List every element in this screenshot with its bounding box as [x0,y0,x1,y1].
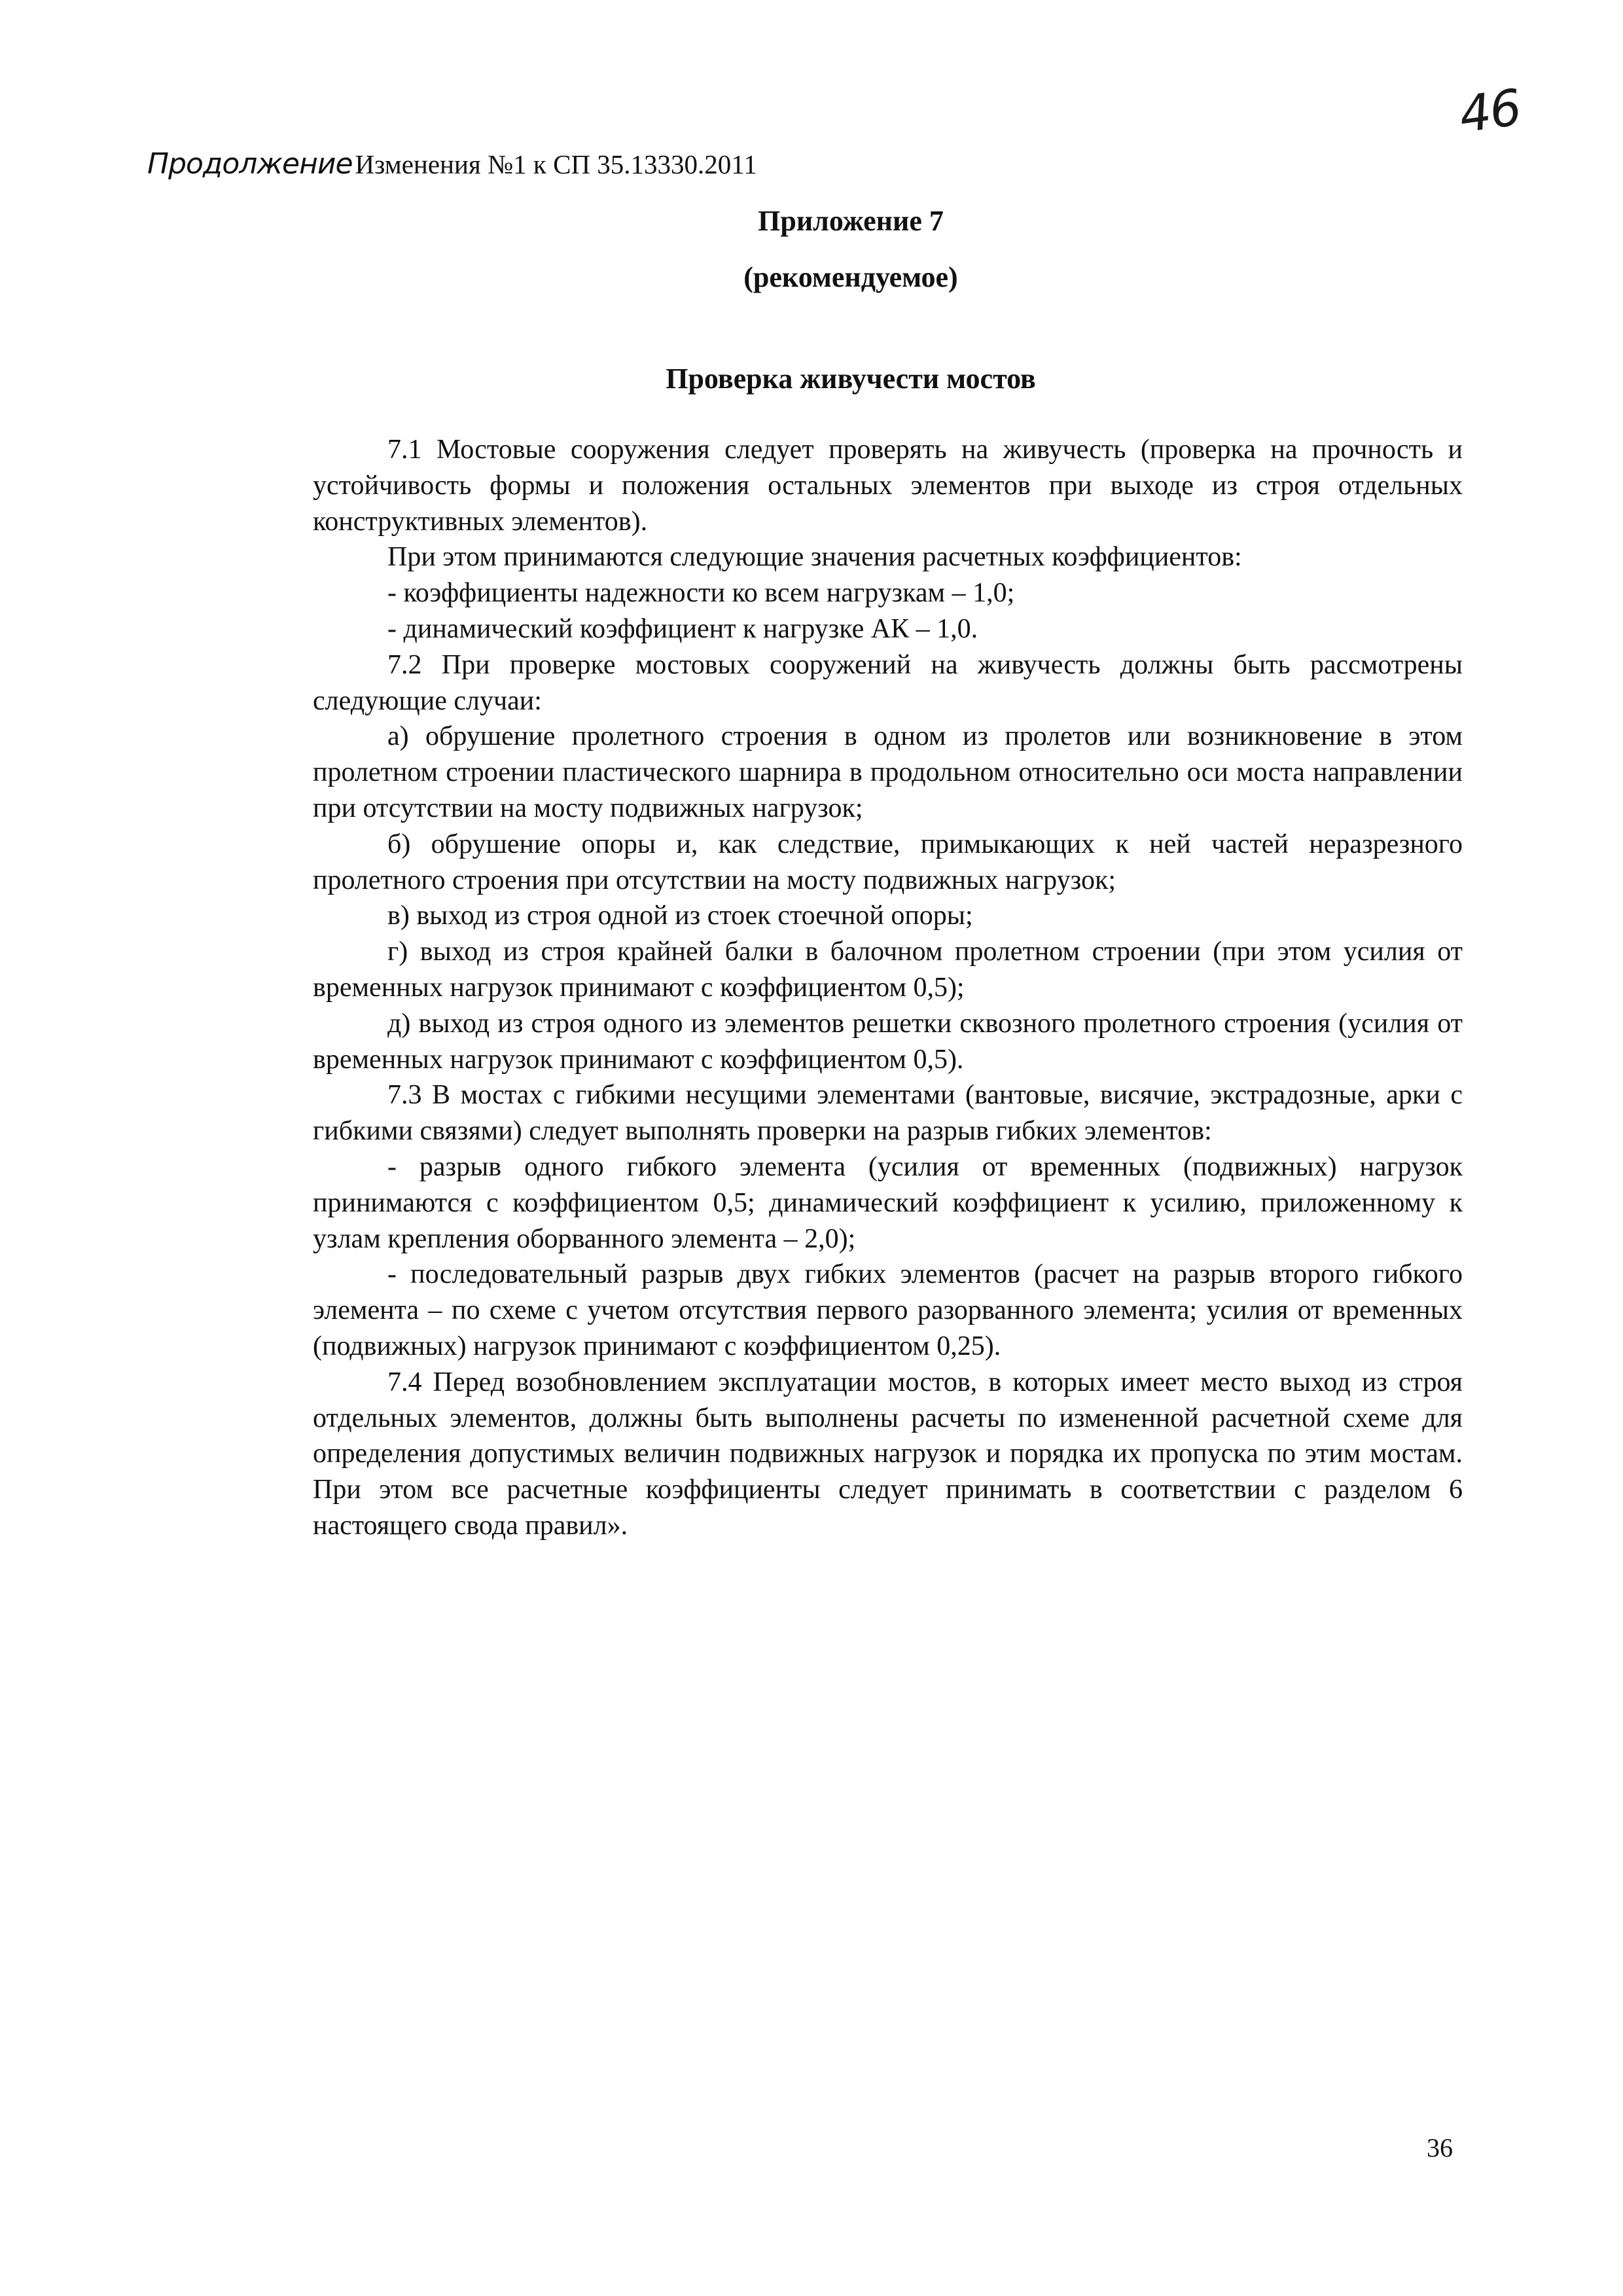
paragraph-7-1: 7.1 Мостовые сооружения следует проверять на живучесть (проверка на прочность и устойчивость формы и положения остальных элементов при выходе из строя отдельных конструктивных элементов). [313,435,1463,537]
list-item-case-b: б) обрушение опоры и, как следствие, примыкающих к ней частей неразрезного пролетного строения при отсутствии на мосту подвижных нагрузок; [313,829,1463,895]
page-number: 36 [1427,2133,1453,2162]
paragraph-coefficients-intro: При этом принимаются следующие значения расчетных коэффициентов: [387,542,1242,573]
list-item-case-d: д) выход из строя одного из элементов решетки сквозного пролетного строения (усилия от временных нагрузок принимают с коэффициентом 0,5). [313,1008,1463,1075]
paragraph-7-2: 7.2 При проверке мостовых сооружений на живучесть должны быть рассмотрены следующие случаи: [313,649,1463,716]
list-item-case-a: а) обрушение пролетного строения в одном из пролетов или возникновение в этом пролетном строении пластического шарнира в продольном относительно оси моста направлении при отсутствии на мосту подвижных нагрузок; [313,721,1463,823]
handwritten-header-prefix: Продолжение [147,147,353,181]
list-item-sequential-rupture: - последовательный разрыв двух гибких элементов (расчет на разрыв второго гибкого элемента – по схеме с учетом отсутствия первого разорванного элемента; усилия от временных (подвижных) нагрузок принимают с коэффициентом 0,25). [313,1259,1463,1361]
list-item-dynamic-coefficient: - динамический коэффициент к нагрузке АК – 1,0. [387,613,978,644]
header-printed-text: Изменения №1 к СП 35.13330.2011 [355,149,757,179]
list-item-case-g: г) выход из строя крайней балки в балочном пролетном строении (при этом усилия от временных нагрузок принимают с коэффициентом 0,5); [313,937,1463,1003]
list-item-single-rupture: - разрыв одного гибкого элемента (усилия от временных (подвижных) нагрузок принимаются с коэффициентом 0,5; динамический коэффициент к усилию, приложенному к узлам крепления оборванного элемента – 2,0); [313,1151,1463,1254]
section-title: Проверка живучести мостов [666,363,1036,395]
body-text [313,432,1463,1544]
appendix-title: Приложение 7 [758,205,944,237]
list-item-case-v: в) выход из строя одной из стоек стоечной опоры; [387,901,973,931]
document-header [147,147,757,181]
handwritten-page-mark: 46 [1455,77,1524,145]
list-item-reliability-coefficients: - коэффициенты надежности ко всем нагрузкам – 1,0; [387,578,1015,609]
paragraph-7-3: 7.3 В мостах с гибкими несущими элементами (вантовые, висячие, экстрадозные, арки с гибкими связями) следует выполнять проверки на разрыв гибких элементов: [313,1080,1463,1147]
appendix-subtitle: (рекомендуемое) [743,261,958,293]
paragraph-7-4: 7.4 Перед возобновлением эксплуатации мостов, в которых имеет место выход из строя отдельных элементов, должны быть выполнены расчеты по измененной расчетной схеме для определения допустимых величин подвижных нагрузок и порядка их пропуска по этим мостам. При этом все расчетные коэффициенты следует принимать в соответствии с разделом 6 настоящего свода правил». [313,1367,1463,1541]
